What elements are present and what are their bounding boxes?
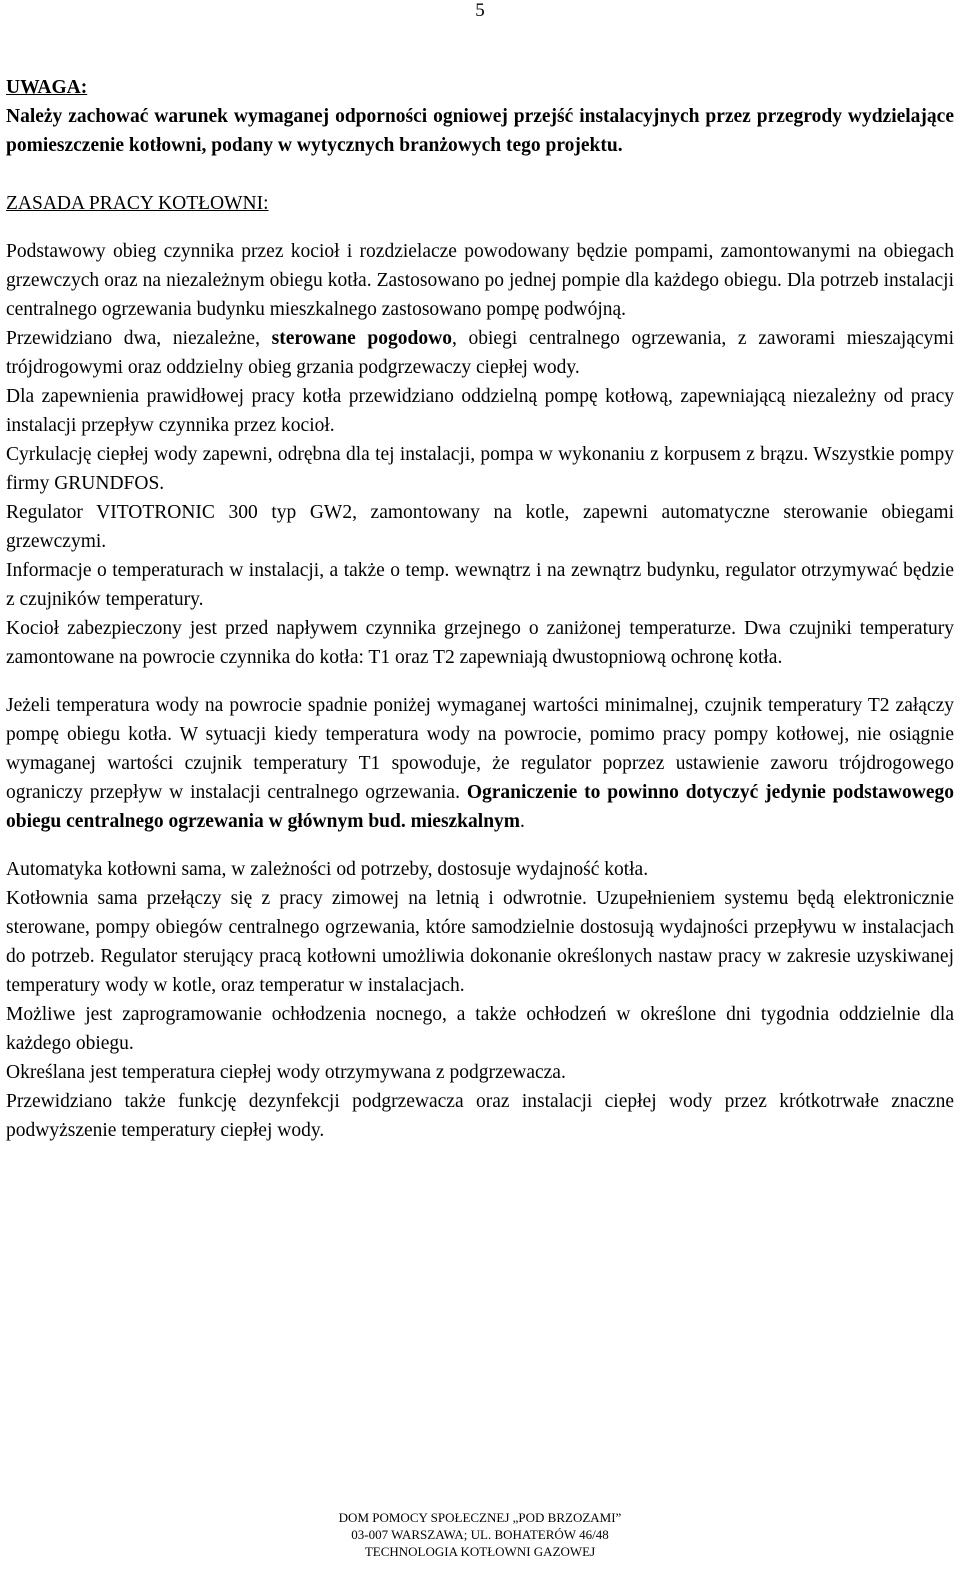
paragraph-return-temperature bbox=[6, 691, 954, 836]
paragraph-pumps: Podstawowy obieg czynnika przez kocioł i rozdzielacze powodowany będzie pompami, zamontowanymi na obiegach grzewczych oraz na niezależnym obiegu kotła. Zastosowano po jednej pompie dla każdego obiegu. Dla potrzeb instalacji centralnego ogrzewania budynku mieszkalnego zastosowano pompę podwójną. bbox=[6, 241, 954, 320]
paragraph-circuits-part2: , obiegi centralnego ogrzewania, z zaworami mieszającymi trójdrogowymi oraz oddzielny obieg grzania podgrzewaczy ciepłej wody. bbox=[6, 328, 954, 378]
paragraph-return-part2: . bbox=[520, 811, 525, 832]
paragraph-boiler-pump: Dla zapewnienia prawidłowej pracy kotła przewidziano oddzielną pompę kotłową, zapewniającą niezależny od pracy instalacji przepływ czynnika przez kocioł. bbox=[6, 386, 954, 436]
paragraph-regulator: Regulator VITOTRONIC 300 typ GW2, zamontowany na kotle, zapewni automatyczne sterowanie obiegami grzewczymi. bbox=[6, 502, 954, 552]
paragraph-protection: Kocioł zabezpieczony jest przed napływem czynnika grzejnego o zaniżonej temperaturze. Dwa czujniki temperatury zamontowane na powrocie czynnika do kotła: T1 oraz T2 zapewniają dwustopniową ochronę kotła. bbox=[6, 618, 954, 668]
warning-title: UWAGA: bbox=[6, 77, 88, 98]
spacer bbox=[6, 672, 954, 691]
spacer bbox=[6, 160, 954, 189]
paragraph-disinfection: Przewidziano także funkcję dezynfekcji podgrzewacza oraz instalacji ciepłej wody przez krótkotrwałe znaczne podwyższenie temperatury ciepłej wody. bbox=[6, 1091, 954, 1141]
document-body bbox=[6, 73, 954, 1145]
paragraph-season-switch: Kotłownia sama przełączy się z pracy zimowej na letnią i odwrotnie. Uzupełnieniem systemu będą elektronicznie sterowane, pompy obiegów centralnego ogrzewania, które samodzielnie dostosują wydajności przepływu w instalacjach do potrzeb. Regulator sterujący pracą kotłowni umożliwia dokonanie określonych nastaw pracy w zakresie uzyskiwanej temperatury wody w kotle, oraz temperatur w instalacjach. bbox=[6, 888, 954, 996]
paragraph-sensors: Informacje o temperaturach w instalacji, a także o temp. wewnątrz i na zewnątrz budynku, regulator otrzymywać będzie z czujników temperatury. bbox=[6, 560, 954, 610]
footer-institution: DOM POMOCY SPOŁECZNEJ „POD BRZOZAMI” bbox=[338, 1510, 622, 1525]
weather-controlled-emphasis: sterowane pogodowo bbox=[271, 328, 452, 349]
paragraph-return-part1: Jeżeli temperatura wody na powrocie spadnie poniżej wymaganej wartości minimalnej, czujnik temperatury T2 załączy pompę obiegu kotła. W sytuacji kiedy temperatura wody na powrocie, pomimo pracy pompy kotłowej, nie osiągnie wymaganej wartości czujnik temperatury T1 spowoduje, że regulator poprzez ustawienie zaworu trójdrogowego ograniczy przepływ w instalacji centralnego ogrzewania. bbox=[6, 695, 954, 803]
footer-document-title: TECHNOLOGIA KOTŁOWNI GAZOWEJ bbox=[364, 1544, 596, 1559]
paragraph-automation: Automatyka kotłowni sama, w zależności od potrzeby, dostosuje wydajność kotła. bbox=[6, 859, 649, 880]
limitation-emphasis: Ograniczenie to powinno dotyczyć jedynie podstawowego obiegu centralnego ogrzewania w głównym bud. mieszkalnym bbox=[6, 782, 954, 832]
paragraph-circuits-part1: Przewidziano dwa, niezależne, bbox=[6, 328, 272, 349]
paragraph-night-cooling: Możliwe jest zaprogramowanie ochłodzenia nocnego, a także ochłodzeń w określone dni tygodnia oddzielnie dla każdego obiegu. bbox=[6, 1004, 954, 1054]
paragraph-hot-water: Określana jest temperatura ciepłej wody otrzymywana z podgrzewacza. bbox=[6, 1062, 566, 1083]
spacer bbox=[6, 836, 954, 855]
page-footer bbox=[0, 1509, 960, 1560]
paragraph-circuits bbox=[6, 324, 954, 382]
warning-text: Należy zachować warunek wymaganej odporności ogniowej przejść instalacyjnych przez przegrody wydzielające pomieszczenie kotłowni, podany w wytycznych branżowych tego projektu. bbox=[6, 106, 954, 156]
page-number: 5 bbox=[475, 0, 485, 21]
spacer bbox=[6, 218, 954, 237]
paragraph-circulation: Cyrkulację ciepłej wody zapewni, odrębna dla tej instalacji, pompa w wykonaniu z korpusem z brązu. Wszystkie pompy firmy GRUNDFOS. bbox=[6, 444, 954, 494]
section-title: ZASADA PRACY KOTŁOWNI: bbox=[6, 193, 269, 214]
footer-address: 03-007 WARSZAWA; UL. BOHATERÓW 46/48 bbox=[351, 1527, 609, 1542]
